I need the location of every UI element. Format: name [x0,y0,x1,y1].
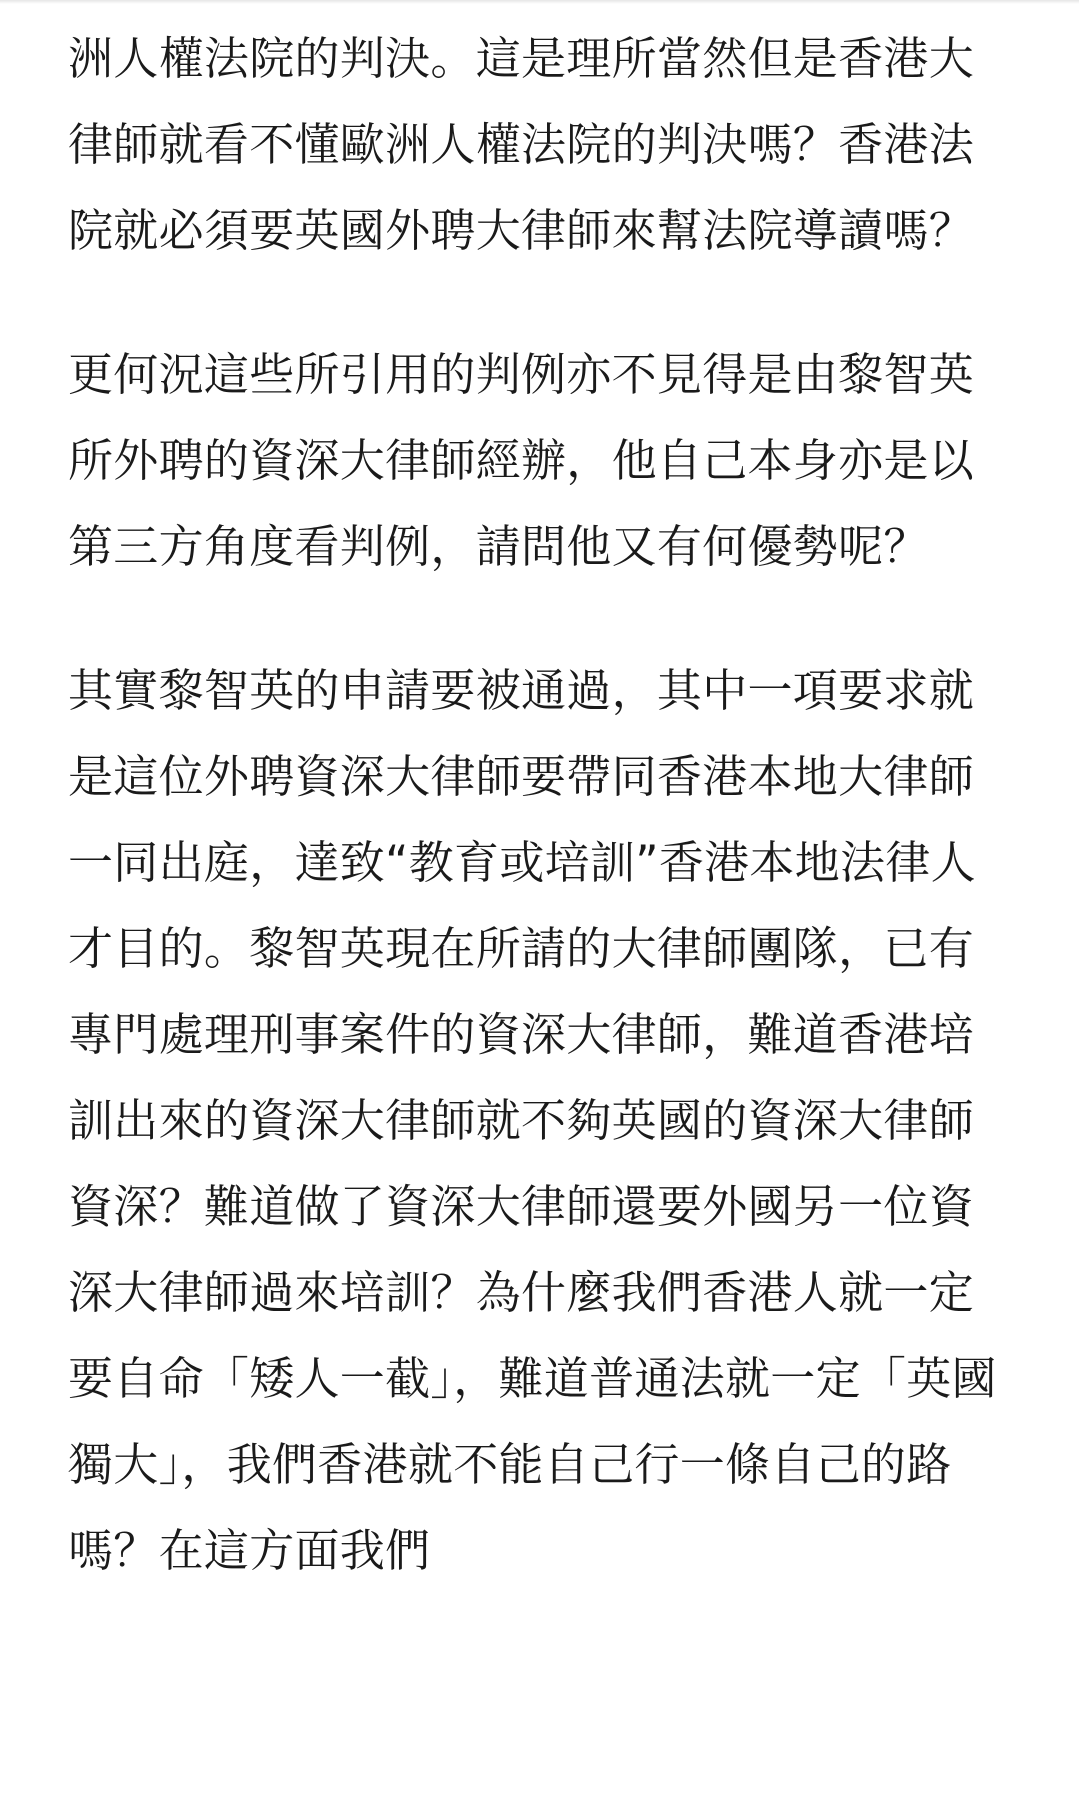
paragraph-2: 更何況這些所引用的判例亦不見得是由黎智英所外聘的資深大律師經辦，他自己本身亦是以第三方角度看判例，請問他又有何優勢呢？ [68,348,975,573]
paragraph-1: 洲人權法院的判決。這是理所當然但是香港大律師就看不懂歐洲人權法院的判決嗎？香港法院就必須要英國外聘大律師來幫法院導讀嗎？ [68,32,975,257]
paragraph-3: 其實黎智英的申請要被通過，其中一項要求就是這位外聘資深大律師要帶同香港本地大律師一同出庭，達致“教育或培訓”香港本地法律人才目的。黎智英現在所請的大律師團隊，已有專門處理刑事案件的資深大律師，難道香港培訓出來的資深大律師就不夠英國的資深大律師資深？難道做了資深大律師還要外國另一位資深大律師過來培訓？為什麼我們香港人就一定要自命「矮人一截」，難道普通法就一定「英國獨大」，我們香港就不能自己行一條自己的路嗎？在這方面我們 [68,664,997,1577]
article-body [68,16,1014,1594]
top-divider [0,0,1079,4]
